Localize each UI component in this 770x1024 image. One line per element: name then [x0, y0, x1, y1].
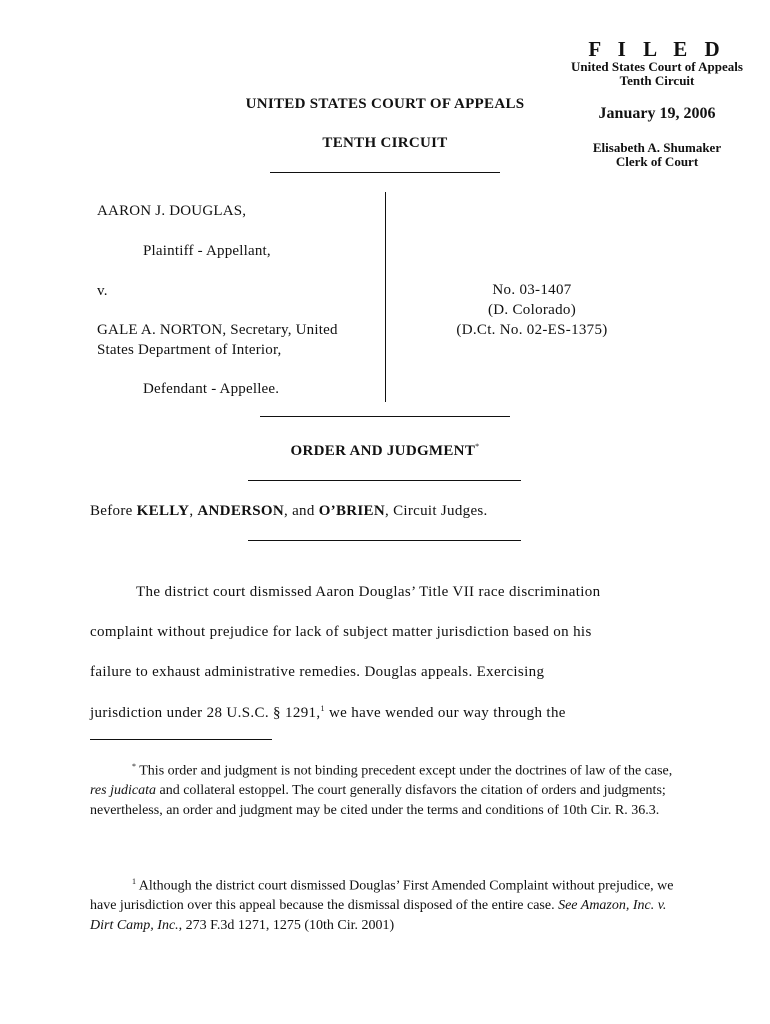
case-number: No. 03-1407	[492, 282, 572, 298]
case-info	[432, 280, 632, 340]
filed-circuit: Tenth Circuit	[619, 73, 695, 88]
clerk-name: Elisabeth A. Shumaker	[592, 140, 722, 155]
panel-sep1: ,	[189, 503, 198, 519]
versus: v.	[97, 283, 108, 299]
panel-rule	[248, 540, 521, 541]
clerk-title: Clerk of Court	[615, 154, 699, 169]
panel-sep2: , and	[284, 503, 319, 519]
order-title-footnote-marker: *	[475, 442, 480, 451]
footnote-star-text-a: This order and judgment is not binding precedent except under the doctrines of law of the case,	[136, 763, 673, 779]
defendant-role: Defendant - Appellee.	[143, 381, 280, 397]
filed-title: F I L E D	[588, 37, 726, 61]
footnote-1-marker: 1	[132, 877, 136, 886]
footnote-star	[90, 757, 690, 820]
order-title	[200, 442, 570, 460]
circuit-heading: TENTH CIRCUIT	[322, 135, 448, 151]
judge-obrien: O’BRIEN	[318, 503, 385, 519]
filed-court: United States Court of Appeals	[571, 59, 743, 74]
defendant-name-line1: GALE A. NORTON, Secretary, United	[97, 322, 338, 338]
panel-suffix: , Circuit Judges.	[385, 503, 488, 519]
footnote-star-marker: *	[132, 762, 136, 771]
footnote-1	[90, 872, 690, 935]
judge-kelly: KELLY	[136, 503, 190, 519]
plaintiff-name: AARON J. DOUGLAS,	[97, 203, 247, 219]
order-title-rule	[248, 480, 521, 481]
body-line-4-a: jurisdiction under 28 U.S.C. § 1291,	[90, 705, 321, 721]
footnote-1-text-b: , 273 F.3d 1271, 1275 (10th Cir. 2001)	[178, 917, 395, 933]
judge-anderson: ANDERSON	[197, 503, 284, 519]
body-line-1: The district court dismissed Aaron Douglas’ Title VII race discrimination	[136, 584, 601, 600]
body-line-4-b: we have wended our way through the	[324, 705, 566, 721]
body-line-4	[90, 704, 566, 722]
footnote-1-citation: See Amazon, Inc. v. Dirt Camp, Inc.	[90, 898, 667, 933]
caption-divider	[385, 192, 386, 402]
header-divider	[270, 172, 500, 173]
plaintiff-role: Plaintiff - Appellant,	[143, 243, 271, 259]
court-name-heading: UNITED STATES COURT OF APPEALS	[245, 96, 525, 112]
footnote-ref-1[interactable]: 1	[320, 704, 325, 713]
footnote-1-text-a: Although the district court dismissed Douglas’ First Amended Complaint without prejudice, we have jurisdiction over this appeal because the dismissal disposed of the entire case.	[90, 878, 674, 914]
district: (D. Colorado)	[487, 302, 577, 318]
panel-line	[90, 503, 488, 520]
body-line-3: failure to exhaust administrative remedies. Douglas appeals. Exercising	[90, 664, 545, 680]
filed-date: January 19, 2006	[598, 105, 716, 122]
district-case-number: (D.Ct. No. 02-ES-1375)	[456, 322, 608, 338]
footnote-star-italic: res judicata	[90, 783, 156, 799]
caption-bottom-divider	[260, 416, 510, 417]
order-title-text: ORDER AND JUDGMENT	[290, 443, 476, 459]
body-line-2: complaint without prejudice for lack of subject matter jurisdiction based on his	[90, 624, 592, 640]
footnote-divider	[90, 739, 272, 740]
panel-before: Before	[90, 503, 137, 519]
defendant-name-line2: States Department of Interior,	[97, 342, 282, 358]
footnote-star-text-b: and collateral estoppel. The court generally disfavors the citation of orders and judgments; nevertheless, an order and judgment may be cited under the terms and conditions of 10th Cir. R. 36.3.	[90, 783, 666, 818]
